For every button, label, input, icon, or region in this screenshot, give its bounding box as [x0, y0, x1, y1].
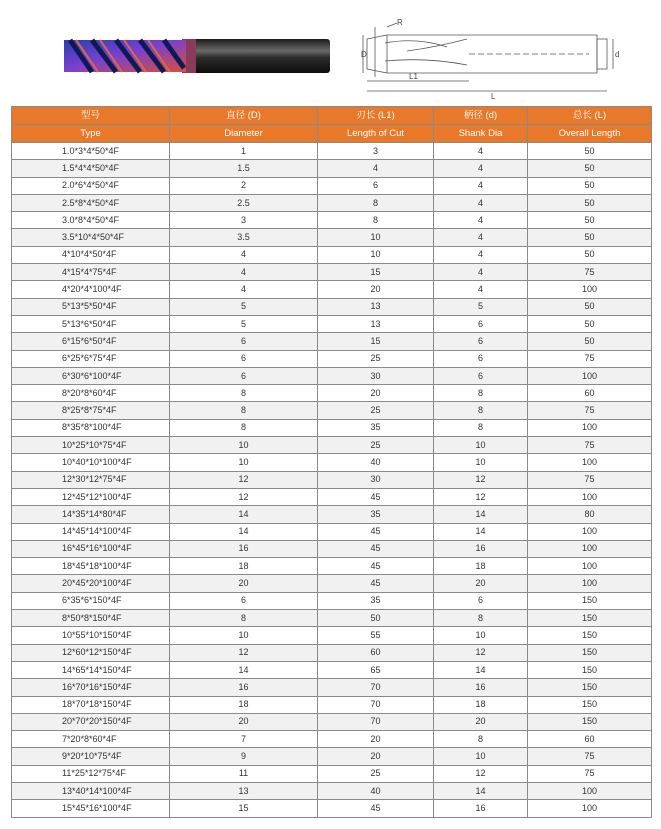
diameter-cell: 14	[170, 506, 318, 523]
overall-length-cell: 50	[528, 298, 652, 315]
overall-length-cell: 150	[528, 592, 652, 609]
cut-length-cell: 50	[318, 610, 434, 627]
overall-length-label: L	[491, 92, 496, 101]
shank-dia-cell: 10	[434, 627, 528, 644]
type-cell: 3.5*10*4*50*4F	[12, 229, 170, 246]
cut-length-cell: 25	[318, 350, 434, 367]
shank-dia-cell: 10	[434, 454, 528, 471]
overall-length-cell: 50	[528, 212, 652, 229]
table-row	[12, 558, 652, 575]
diameter-cell: 6	[170, 333, 318, 350]
cut-length-cell: 35	[318, 419, 434, 436]
table-row	[12, 506, 652, 523]
table-row	[12, 229, 652, 246]
overall-length-cell: 75	[528, 765, 652, 782]
shank-dia-cell: 8	[434, 610, 528, 627]
col-diameter-zh: 直径 (D)	[170, 107, 318, 125]
overall-length-cell: 50	[528, 177, 652, 194]
diameter-cell: 4	[170, 281, 318, 298]
table-row	[12, 143, 652, 160]
type-cell: 6*15*6*50*4F	[12, 333, 170, 350]
diameter-cell: 10	[170, 627, 318, 644]
diameter-cell: 18	[170, 696, 318, 713]
table-row	[12, 350, 652, 367]
shank-dia-cell: 16	[434, 540, 528, 557]
table-row	[12, 212, 652, 229]
shank-dia-cell: 16	[434, 800, 528, 817]
cut-length-cell: 30	[318, 471, 434, 488]
end-mill-photo	[62, 36, 332, 76]
overall-length-cell: 100	[528, 540, 652, 557]
diameter-cell: 4	[170, 264, 318, 281]
shank-dia-cell: 12	[434, 471, 528, 488]
shank-dia-cell: 14	[434, 782, 528, 799]
table-row	[12, 679, 652, 696]
table-row	[12, 419, 652, 436]
diameter-cell: 16	[170, 679, 318, 696]
overall-length-cell: 100	[528, 367, 652, 384]
table-row	[12, 540, 652, 557]
overall-length-cell: 100	[528, 800, 652, 817]
cut-length-cell: 10	[318, 246, 434, 263]
table-row	[12, 713, 652, 730]
shank-dia-cell: 14	[434, 506, 528, 523]
overall-length-cell: 50	[528, 194, 652, 211]
shank-dia-cell: 6	[434, 592, 528, 609]
type-cell: 2.0*6*4*50*4F	[12, 177, 170, 194]
table-row	[12, 523, 652, 540]
overall-length-cell: 150	[528, 610, 652, 627]
table-row	[12, 194, 652, 211]
col-cut-length-en: Length of Cut	[318, 125, 434, 143]
shank-dia-cell: 18	[434, 558, 528, 575]
cut-length-cell: 25	[318, 437, 434, 454]
diameter-label: D	[361, 50, 367, 59]
type-cell: 16*45*16*100*4F	[12, 540, 170, 557]
overall-length-cell: 150	[528, 661, 652, 678]
cut-length-cell: 40	[318, 454, 434, 471]
cut-length-cell: 10	[318, 229, 434, 246]
col-type-en: Type	[12, 125, 170, 143]
overall-length-cell: 50	[528, 333, 652, 350]
type-cell: 1.5*4*4*50*4F	[12, 160, 170, 177]
overall-length-cell: 50	[528, 315, 652, 332]
cut-length-cell: 25	[318, 765, 434, 782]
type-cell: 7*20*8*60*4F	[12, 731, 170, 748]
table-row	[12, 246, 652, 263]
overall-length-cell: 50	[528, 246, 652, 263]
cut-length-cell: 70	[318, 679, 434, 696]
col-diameter-en: Diameter	[170, 125, 318, 143]
overall-length-cell: 60	[528, 385, 652, 402]
shank-dia-cell: 8	[434, 731, 528, 748]
overall-length-cell: 80	[528, 506, 652, 523]
table-row	[12, 471, 652, 488]
diameter-cell: 20	[170, 575, 318, 592]
table-row	[12, 782, 652, 799]
diameter-cell: 4	[170, 246, 318, 263]
table-row	[12, 644, 652, 661]
diameter-cell: 10	[170, 454, 318, 471]
shank-dia-cell: 4	[434, 281, 528, 298]
shank-dia-cell: 12	[434, 644, 528, 661]
diameter-cell: 12	[170, 488, 318, 505]
type-cell: 10*40*10*100*4F	[12, 454, 170, 471]
table-row	[12, 696, 652, 713]
cut-length-cell: 45	[318, 575, 434, 592]
overall-length-cell: 150	[528, 713, 652, 730]
shank-dia-cell: 4	[434, 194, 528, 211]
table-row	[12, 610, 652, 627]
table-row	[12, 575, 652, 592]
overall-length-cell: 100	[528, 454, 652, 471]
type-cell: 12*45*12*100*4F	[12, 488, 170, 505]
diameter-cell: 12	[170, 644, 318, 661]
shank-dia-cell: 10	[434, 437, 528, 454]
cut-length-cell: 30	[318, 367, 434, 384]
col-overall-length-en: Overall Length	[528, 125, 652, 143]
cut-length-cell: 6	[318, 177, 434, 194]
shank-dia-cell: 4	[434, 143, 528, 160]
table-row	[12, 367, 652, 384]
col-shank-dia-zh: 柄径 (d)	[434, 107, 528, 125]
shank-dia-cell: 4	[434, 212, 528, 229]
table-row	[12, 281, 652, 298]
cut-length-label: L1	[409, 72, 418, 81]
spec-table-body	[12, 143, 652, 818]
col-cut-length-zh: 刃长 (L1)	[318, 107, 434, 125]
type-cell: 1.0*3*4*50*4F	[12, 143, 170, 160]
col-shank-dia-en: Shank Dia	[434, 125, 528, 143]
diameter-cell: 9	[170, 748, 318, 765]
header-row-zh	[12, 107, 652, 125]
table-row	[12, 800, 652, 817]
shank-dia-cell: 8	[434, 419, 528, 436]
shank-dia-cell: 6	[434, 367, 528, 384]
shank-dia-cell: 4	[434, 264, 528, 281]
end-mill-drawing	[357, 17, 627, 102]
radius-label: R	[397, 18, 403, 27]
table-row	[12, 177, 652, 194]
cut-length-cell: 4	[318, 160, 434, 177]
type-cell: 18*45*18*100*4F	[12, 558, 170, 575]
header-row-en	[12, 125, 652, 143]
overall-length-cell: 100	[528, 558, 652, 575]
type-cell: 6*30*6*100*4F	[12, 367, 170, 384]
overall-length-cell: 100	[528, 575, 652, 592]
type-cell: 14*35*14*80*4F	[12, 506, 170, 523]
table-row	[12, 488, 652, 505]
shank-dia-label: d	[615, 50, 620, 59]
overall-length-cell: 60	[528, 731, 652, 748]
diameter-cell: 3.5	[170, 229, 318, 246]
shank-dia-cell: 16	[434, 679, 528, 696]
type-cell: 4*15*4*75*4F	[12, 264, 170, 281]
cut-length-cell: 35	[318, 592, 434, 609]
overall-length-cell: 75	[528, 471, 652, 488]
diameter-cell: 11	[170, 765, 318, 782]
type-cell: 15*45*16*100*4F	[12, 800, 170, 817]
type-cell: 8*20*8*60*4F	[12, 385, 170, 402]
cut-length-cell: 35	[318, 506, 434, 523]
diameter-cell: 6	[170, 592, 318, 609]
table-row	[12, 748, 652, 765]
cut-length-cell: 20	[318, 731, 434, 748]
diameter-cell: 8	[170, 419, 318, 436]
overall-length-cell: 100	[528, 523, 652, 540]
overall-length-cell: 50	[528, 229, 652, 246]
type-cell: 4*20*4*100*4F	[12, 281, 170, 298]
type-cell: 6*25*6*75*4F	[12, 350, 170, 367]
table-row	[12, 402, 652, 419]
table-row	[12, 454, 652, 471]
diameter-cell: 1	[170, 143, 318, 160]
cut-length-cell: 15	[318, 264, 434, 281]
type-cell: 10*55*10*150*4F	[12, 627, 170, 644]
table-row	[12, 731, 652, 748]
overall-length-cell: 150	[528, 696, 652, 713]
type-cell: 3.0*8*4*50*4F	[12, 212, 170, 229]
table-row	[12, 437, 652, 454]
type-cell: 5*13*6*50*4F	[12, 315, 170, 332]
cut-length-cell: 13	[318, 298, 434, 315]
overall-length-cell: 150	[528, 679, 652, 696]
type-cell: 8*50*8*150*4F	[12, 610, 170, 627]
shank-dia-cell: 5	[434, 298, 528, 315]
table-row	[12, 765, 652, 782]
table-row	[12, 160, 652, 177]
overall-length-cell: 75	[528, 402, 652, 419]
cut-length-cell: 45	[318, 523, 434, 540]
diameter-cell: 5	[170, 298, 318, 315]
diameter-cell: 6	[170, 367, 318, 384]
cut-length-cell: 20	[318, 281, 434, 298]
type-cell: 8*35*8*100*4F	[12, 419, 170, 436]
cut-length-cell: 3	[318, 143, 434, 160]
cut-length-cell: 25	[318, 402, 434, 419]
cut-length-cell: 65	[318, 661, 434, 678]
cut-length-cell: 8	[318, 194, 434, 211]
type-cell: 6*35*6*150*4F	[12, 592, 170, 609]
cut-length-cell: 20	[318, 385, 434, 402]
shank-dia-cell: 6	[434, 315, 528, 332]
type-cell: 12*30*12*75*4F	[12, 471, 170, 488]
table-row	[12, 333, 652, 350]
diameter-cell: 10	[170, 437, 318, 454]
type-cell: 9*20*10*75*4F	[12, 748, 170, 765]
diameter-cell: 2	[170, 177, 318, 194]
table-row	[12, 592, 652, 609]
overall-length-cell: 75	[528, 264, 652, 281]
shank-dia-cell: 6	[434, 350, 528, 367]
overall-length-cell: 100	[528, 281, 652, 298]
type-cell: 2.5*8*4*50*4F	[12, 194, 170, 211]
diameter-cell: 8	[170, 385, 318, 402]
table-row	[12, 264, 652, 281]
product-header	[0, 0, 661, 104]
type-cell: 11*25*12*75*4F	[12, 765, 170, 782]
shank-dia-cell: 10	[434, 748, 528, 765]
cut-length-cell: 45	[318, 488, 434, 505]
shank-dia-cell: 20	[434, 713, 528, 730]
type-cell: 14*65*14*150*4F	[12, 661, 170, 678]
diameter-cell: 13	[170, 782, 318, 799]
type-cell: 10*25*10*75*4F	[12, 437, 170, 454]
shank-dia-cell: 4	[434, 177, 528, 194]
type-cell: 5*13*5*50*4F	[12, 298, 170, 315]
diameter-cell: 8	[170, 610, 318, 627]
cut-length-cell: 45	[318, 540, 434, 557]
cut-length-cell: 60	[318, 644, 434, 661]
overall-length-cell: 100	[528, 419, 652, 436]
shank-dia-cell: 4	[434, 229, 528, 246]
cut-length-cell: 15	[318, 333, 434, 350]
shank-dia-cell: 8	[434, 385, 528, 402]
shank-dia-cell: 14	[434, 661, 528, 678]
type-cell: 12*60*12*150*4F	[12, 644, 170, 661]
table-row	[12, 385, 652, 402]
diameter-cell: 16	[170, 540, 318, 557]
type-cell: 8*25*8*75*4F	[12, 402, 170, 419]
diameter-cell: 8	[170, 402, 318, 419]
type-cell: 16*70*16*150*4F	[12, 679, 170, 696]
type-cell: 20*45*20*100*4F	[12, 575, 170, 592]
shank-dia-cell: 12	[434, 488, 528, 505]
shank-dia-cell: 4	[434, 160, 528, 177]
shank-dia-cell: 14	[434, 523, 528, 540]
type-cell: 20*70*20*150*4F	[12, 713, 170, 730]
shank-dia-cell: 8	[434, 402, 528, 419]
cut-length-cell: 45	[318, 558, 434, 575]
diameter-cell: 2.5	[170, 194, 318, 211]
type-cell: 18*70*18*150*4F	[12, 696, 170, 713]
overall-length-cell: 150	[528, 627, 652, 644]
overall-length-cell: 50	[528, 160, 652, 177]
overall-length-cell: 150	[528, 644, 652, 661]
cut-length-cell: 70	[318, 713, 434, 730]
shank-dia-cell: 20	[434, 575, 528, 592]
diameter-cell: 15	[170, 800, 318, 817]
cut-length-cell: 20	[318, 748, 434, 765]
table-row	[12, 315, 652, 332]
shank-dia-cell: 18	[434, 696, 528, 713]
table-row	[12, 661, 652, 678]
type-cell: 13*40*14*100*4F	[12, 782, 170, 799]
diameter-cell: 3	[170, 212, 318, 229]
shank-dia-cell: 12	[434, 765, 528, 782]
diameter-cell: 7	[170, 731, 318, 748]
diameter-cell: 5	[170, 315, 318, 332]
shank-dia-cell: 6	[434, 333, 528, 350]
cut-length-cell: 13	[318, 315, 434, 332]
cut-length-cell: 55	[318, 627, 434, 644]
diameter-cell: 6	[170, 350, 318, 367]
overall-length-cell: 75	[528, 350, 652, 367]
diameter-cell: 1.5	[170, 160, 318, 177]
overall-length-cell: 100	[528, 488, 652, 505]
spec-table	[11, 106, 652, 818]
table-row	[12, 298, 652, 315]
type-cell: 14*45*14*100*4F	[12, 523, 170, 540]
diameter-cell: 20	[170, 713, 318, 730]
diameter-cell: 14	[170, 523, 318, 540]
cut-length-cell: 40	[318, 782, 434, 799]
overall-length-cell: 100	[528, 782, 652, 799]
overall-length-cell: 50	[528, 143, 652, 160]
col-type-zh: 型号	[12, 107, 170, 125]
overall-length-cell: 75	[528, 748, 652, 765]
shank-dia-cell: 4	[434, 246, 528, 263]
cut-length-cell: 8	[318, 212, 434, 229]
col-overall-length-zh: 总长 (L)	[528, 107, 652, 125]
cut-length-cell: 45	[318, 800, 434, 817]
diameter-cell: 18	[170, 558, 318, 575]
cut-length-cell: 70	[318, 696, 434, 713]
type-cell: 4*10*4*50*4F	[12, 246, 170, 263]
diameter-cell: 14	[170, 661, 318, 678]
table-row	[12, 627, 652, 644]
overall-length-cell: 75	[528, 437, 652, 454]
diameter-cell: 12	[170, 471, 318, 488]
